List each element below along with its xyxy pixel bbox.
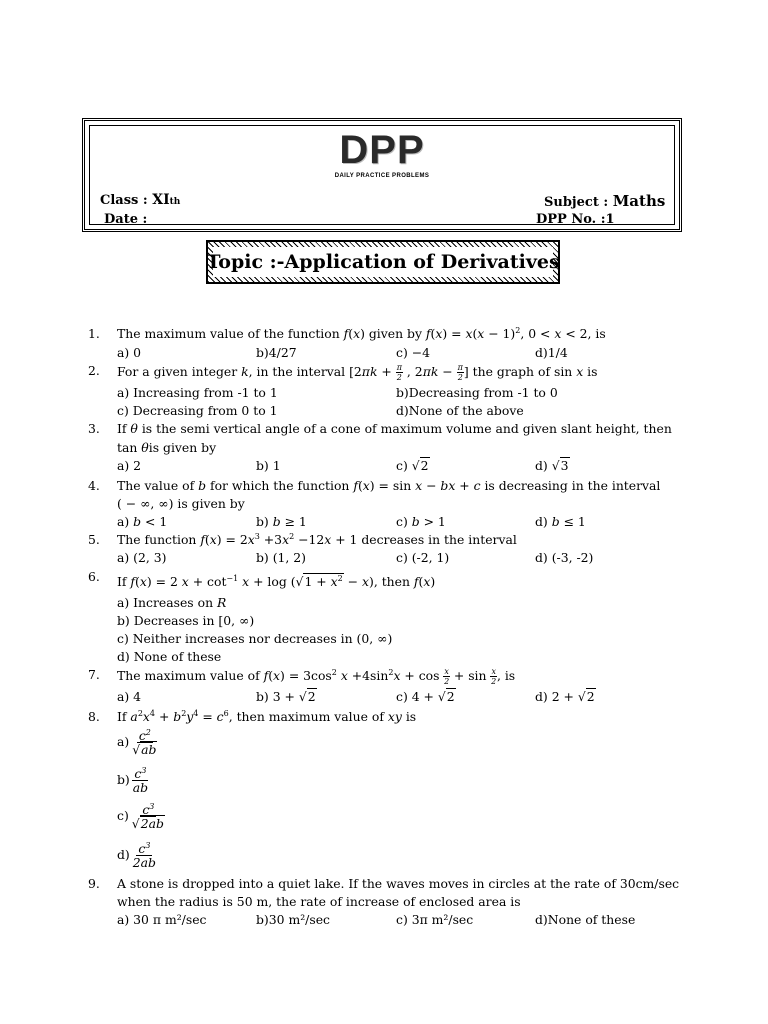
option-8a: a) $\frac{c^2}{√ab}$ — [117, 727, 157, 757]
date-field: Date : — [104, 212, 148, 227]
option-8b: b) $\frac{c^3}{ab}$ — [117, 765, 149, 795]
question-4-cont: ( − ∞, ∞) is given by — [117, 496, 245, 511]
question-number: 9. — [88, 876, 100, 891]
question-8: If $a^2x^4 + b^2y^4 = c^6$, then maximum value of xy is — [117, 708, 417, 724]
question-9-cont: when the radius is 50 m, the rate of increase of enclosed area is — [117, 894, 521, 909]
question-7: The maximum value of $f(x) = 3\cos^2$ $x +4\sin^2x + \cos$ $\frac{x}{2}$ + sin $\frac{x}{2}$ , is — [117, 667, 516, 686]
question-number: 3. — [88, 421, 100, 436]
header-inner-border — [89, 125, 675, 225]
option-5a: a) (2, 3) — [117, 550, 167, 565]
option-6c: c) Neither increases nor decreases in (0, ∞) — [117, 631, 393, 646]
option-4a: a) b < 1 — [117, 514, 168, 529]
question-number: 1. — [88, 326, 100, 341]
option-9c: c) 3π m²/sec — [396, 912, 474, 927]
option-4c: c) b > 1 — [396, 514, 446, 529]
option-3b: b) 1 — [256, 458, 281, 473]
option-7b: b) 3 + √2 — [256, 689, 316, 704]
question-number: 2. — [88, 363, 100, 378]
option-7a: a) 4 — [117, 689, 142, 704]
option-9a: a) 30 π m²/sec — [117, 912, 207, 927]
topic-title: Topic :-Application of Derivatives — [213, 247, 553, 277]
option-8d: d) $\frac{c^3}{2ab}$ — [117, 840, 156, 870]
option-5d: d) (-3, -2) — [535, 550, 594, 565]
option-4b: b) b ≥ 1 — [256, 514, 307, 529]
question-number: 6. — [88, 569, 100, 584]
question-6: If f(x) = 2 $x + \cot^{-1} x + \log (√1 + x^2 - x)$, then f(x) — [117, 573, 436, 589]
question-4: The value of b for which the function f(x) = sin x − bx + c is decreasing in the interval — [117, 478, 661, 493]
question-3: If θ is the semi vertical angle of a cone of maximum volume and given slant height, then — [117, 421, 672, 436]
question-2: For a given integer k, in the interval [2πk + $\frac{\pi}{2}$ , 2πk − $\frac{\pi}{2}$ ] the graph of sin x is — [117, 363, 598, 382]
logo-subtitle: DAILY PRACTICE PROBLEMS — [334, 173, 430, 179]
question-5: The function $f(x) = 2x^3 +3x^2 -12x + 1$ decreases in the interval — [117, 531, 517, 547]
dpp-number: DPP No. :1 — [536, 212, 615, 227]
option-1d: d)1/4 — [535, 345, 568, 360]
option-1c: c) −4 — [396, 345, 430, 360]
option-1a: a) 0 — [117, 345, 142, 360]
option-7d: d) 2 + √2 — [535, 689, 595, 704]
option-5c: c) (-2, 1) — [396, 550, 450, 565]
option-2c: c) Decreasing from 0 to 1 — [117, 403, 278, 418]
option-1b: b)4/27 — [256, 345, 297, 360]
subject-field: Subject : Maths — [544, 192, 666, 210]
question-number: 7. — [88, 667, 100, 682]
option-6a: a) Increases on R — [117, 595, 227, 610]
question-1: The maximum value of the function f(x) given by $f(x) = x(x - 1)^2$, 0 < x < 2, is — [117, 325, 606, 341]
option-6d: d) None of these — [117, 649, 222, 664]
option-2d: d)None of the above — [396, 403, 524, 418]
class-field: Class : XIth — [100, 192, 181, 208]
logo-title: DPP — [339, 128, 425, 172]
option-9d: d)None of these — [535, 912, 636, 927]
option-2b: b)Decreasing from -1 to 0 — [396, 385, 558, 400]
question-number: 8. — [88, 709, 100, 724]
question-9: A stone is dropped into a quiet lake. If the waves moves in circles at the rate of 30cm/sec — [117, 876, 680, 891]
option-6b: b) Decreases in [0, ∞) — [117, 613, 255, 628]
dpp-logo — [90, 128, 674, 180]
question-number: 5. — [88, 532, 100, 547]
option-7c: c) 4 + √2 — [396, 689, 455, 704]
option-2a: a) Increasing from -1 to 1 — [117, 385, 278, 400]
option-8c: c) $\frac{c^3}{√2ab}$ — [117, 801, 164, 831]
question-number: 4. — [88, 478, 100, 493]
question-3-cont: tan θis given by — [117, 440, 217, 455]
option-3c: c) √2 — [396, 458, 429, 473]
option-4d: d) b ≤ 1 — [535, 514, 586, 529]
option-9b: b)30 m²/sec — [256, 912, 330, 927]
option-3a: a) 2 — [117, 458, 142, 473]
option-5b: b) (1, 2) — [256, 550, 307, 565]
topic-box — [206, 240, 560, 284]
dpp-header-box — [82, 118, 682, 232]
option-3d: d) √3 — [535, 458, 569, 473]
